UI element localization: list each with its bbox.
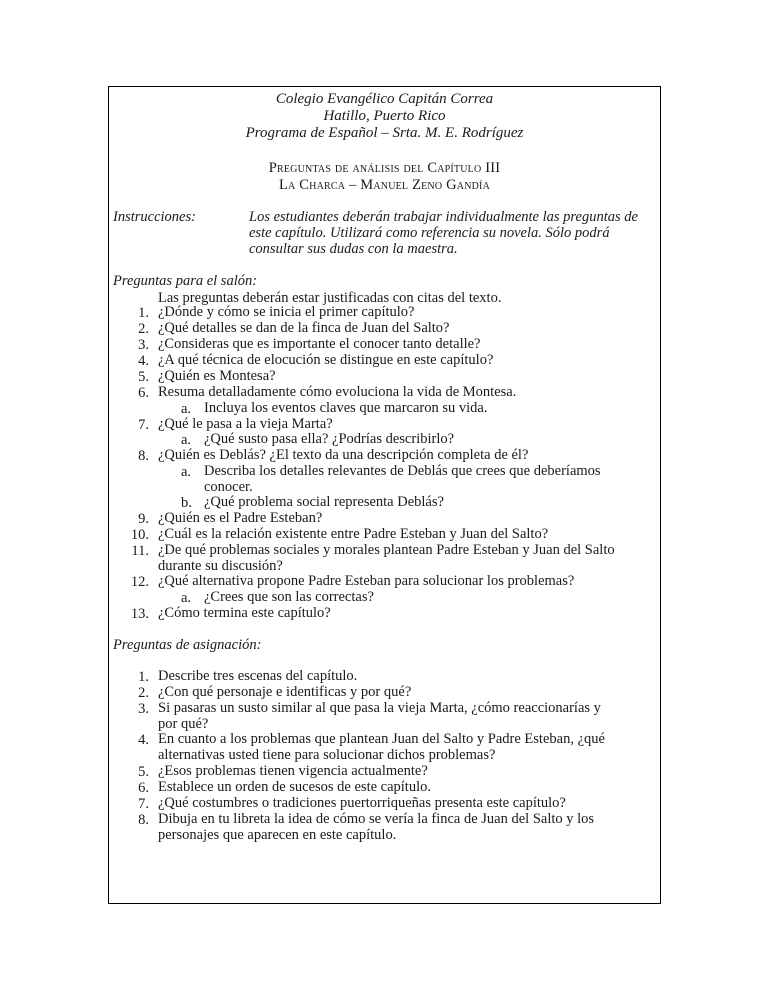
list-item: Establece un orden de sucesos de este capítulo. [158, 779, 431, 795]
list-item-number: 4. [138, 732, 149, 748]
list-item: ¿De qué problemas sociales y morales plantean Padre Esteban y Juan del Salto durante su discusión? [158, 542, 615, 574]
list-item: ¿Cuál es la relación existente entre Padre Esteban y Juan del Salto? [158, 526, 549, 542]
list-item: ¿Dónde y cómo se inicia el primer capítulo? [158, 304, 415, 320]
list-item-number: 2. [138, 321, 149, 337]
list-item: ¿Con qué personaje e identificas y por qué? [158, 684, 412, 700]
list-item-number: 5. [138, 764, 149, 780]
sub-item: ¿Qué problema social representa Deblás? [204, 494, 444, 510]
instructions-text: Los estudiantes deberán trabajar individualmente las preguntas de este capítulo. Utilizará como referencia su novela. Sólo podrá consultar sus dudas con la maestra. [249, 209, 638, 257]
list-item-number: 10. [130, 527, 149, 543]
sub-item: Describa los detalles relevantes de Deblás que crees que deberíamos conocer. [204, 463, 601, 495]
list-item: ¿Qué detalles se dan de la finca de Juan del Salto? [158, 320, 450, 336]
list-item: ¿Quién es el Padre Esteban? [158, 510, 323, 526]
list-item: ¿Cómo termina este capítulo? [158, 605, 331, 621]
list-item-number: 3. [138, 701, 149, 717]
list-item-number: 2. [138, 685, 149, 701]
document-title: Preguntas de análisis del Capítulo III [268, 160, 501, 176]
list-item: ¿Quién es Montesa? [158, 368, 276, 384]
salon-section-title: Preguntas para el salón: [113, 273, 258, 289]
list-item-number: 6. [138, 780, 149, 796]
list-item-number: 12. [130, 574, 149, 590]
sub-item-letter: a. [181, 401, 192, 417]
list-item: ¿Esos problemas tienen vigencia actualmente? [158, 763, 428, 779]
sub-item: ¿Crees que son las correctas? [204, 589, 374, 605]
list-item-number: 1. [138, 305, 149, 321]
list-item-number: 8. [138, 448, 149, 464]
school-location: Hatillo, Puerto Rico [323, 108, 446, 124]
list-item: ¿Quién es Deblás? ¿El texto da una descripción completa de él? [158, 447, 529, 463]
list-item-number: 11. [131, 543, 149, 559]
list-item: Resuma detalladamente cómo evoluciona la vida de Montesa. [158, 384, 517, 400]
sub-item: Incluya los eventos claves que marcaron su vida. [204, 400, 488, 416]
list-item: Dibuja en tu libreta la idea de cómo se vería la finca de Juan del Salto y los personajes que aparecen en este capítulo. [158, 811, 595, 843]
list-item-number: 6. [138, 385, 149, 401]
sub-item-letter: a. [181, 590, 192, 606]
list-item-number: 8. [138, 812, 149, 828]
sub-item: ¿Qué susto pasa ella? ¿Podrías describirlo? [204, 431, 455, 447]
list-item-number: 7. [138, 796, 149, 812]
list-item: Si pasaras un susto similar al que pasa la vieja Marta, ¿cómo reaccionarías y por qué? [158, 700, 601, 732]
document-frame [108, 86, 661, 904]
asignacion-section-title: Preguntas de asignación: [113, 637, 262, 653]
list-item-number: 9. [138, 511, 149, 527]
list-item-number: 4. [138, 353, 149, 369]
list-item: ¿Qué le pasa a la vieja Marta? [158, 416, 333, 432]
instructions-label: Instrucciones: [113, 209, 196, 225]
list-item-number: 7. [138, 417, 149, 433]
document-subtitle: La Charca – Manuel Zeno Gandía [278, 177, 490, 193]
sub-item-letter: a. [181, 464, 192, 480]
salon-intro: Las preguntas deberán estar justificadas con citas del texto. [158, 290, 502, 306]
list-item-number: 5. [138, 369, 149, 385]
program-line: Programa de Español – Srta. M. E. Rodríguez [245, 125, 524, 141]
list-item: Describe tres escenas del capítulo. [158, 668, 358, 684]
list-item: ¿Qué costumbres o tradiciones puertorriqueñas presenta este capítulo? [158, 795, 566, 811]
school-name: Colegio Evangélico Capitán Correa [275, 91, 494, 107]
sub-item-letter: a. [181, 432, 192, 448]
sub-item-letter: b. [181, 495, 192, 511]
list-item: ¿Qué alternativa propone Padre Esteban para solucionar los problemas? [158, 573, 575, 589]
list-item-number: 13. [130, 606, 149, 622]
list-item-number: 1. [138, 669, 149, 685]
list-item-number: 3. [138, 337, 149, 353]
list-item: ¿A qué técnica de elocución se distingue en este capítulo? [158, 352, 494, 368]
list-item: En cuanto a los problemas que plantean Juan del Salto y Padre Esteban, ¿qué alternativas usted tiene para solucionar dichos problemas? [158, 731, 605, 763]
list-item: ¿Consideras que es importante el conocer tanto detalle? [158, 336, 481, 352]
